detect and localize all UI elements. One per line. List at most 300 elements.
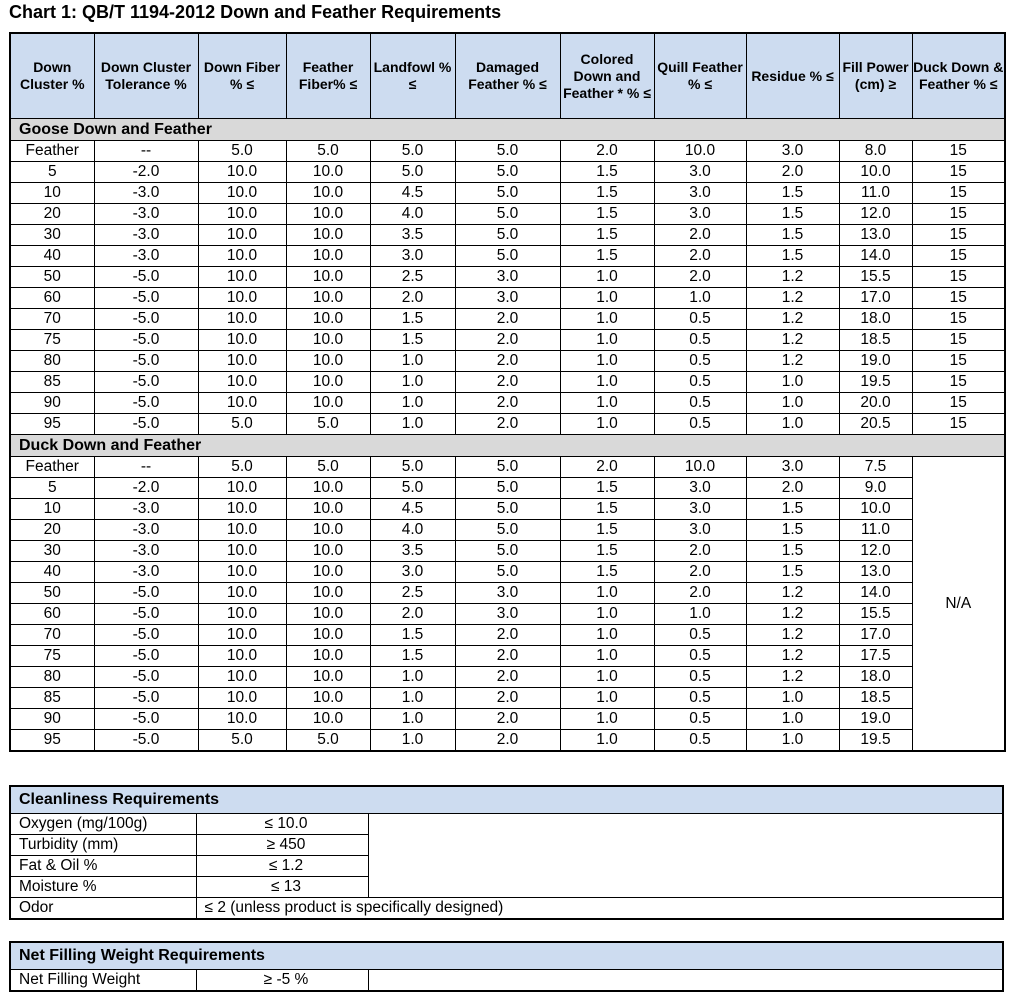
table-cell: 10.0 xyxy=(839,162,912,183)
requirement-label: Odor xyxy=(10,898,196,920)
table-cell: 10.0 xyxy=(286,246,370,267)
table-cell: -5.0 xyxy=(94,267,198,288)
table-cell: 1.0 xyxy=(560,730,654,752)
table-cell: 2.0 xyxy=(455,688,560,709)
cleanliness-row xyxy=(10,814,1003,835)
table-cell: 0.5 xyxy=(654,309,746,330)
table-cell: 1.0 xyxy=(560,330,654,351)
table-cell: 10.0 xyxy=(286,562,370,583)
table-cell: 2.0 xyxy=(455,730,560,752)
table-cell: 13.0 xyxy=(839,225,912,246)
table-cell: 0.5 xyxy=(654,330,746,351)
document-title: Chart 1: QB/T 1194-2012 Down and Feather Requirements xyxy=(9,2,502,22)
table-cell: 1.0 xyxy=(560,604,654,625)
table-cell: 2.0 xyxy=(455,667,560,688)
blank-cell xyxy=(368,856,1003,877)
table-cell: 4.0 xyxy=(370,204,455,225)
table-row xyxy=(10,393,1005,414)
column-header: Duck Down & Feather % ≤ xyxy=(912,33,1005,119)
table-cell: 2.0 xyxy=(560,141,654,162)
table-cell: 5.0 xyxy=(455,478,560,499)
table-cell: 50 xyxy=(10,267,94,288)
table-cell: 0.5 xyxy=(654,351,746,372)
table-cell: 17.0 xyxy=(839,288,912,309)
table-cell: 10.0 xyxy=(198,162,286,183)
table-cell: 11.0 xyxy=(839,520,912,541)
table-cell: 18.0 xyxy=(839,309,912,330)
table-cell: 3.0 xyxy=(370,246,455,267)
table-cell: 1.2 xyxy=(746,351,839,372)
table-cell: -2.0 xyxy=(94,478,198,499)
table-cell: 3.5 xyxy=(370,541,455,562)
table-cell: 2.0 xyxy=(455,625,560,646)
table-cell: 15 xyxy=(912,204,1005,225)
table-row xyxy=(10,204,1005,225)
table-row xyxy=(10,162,1005,183)
table-cell: 90 xyxy=(10,709,94,730)
table-cell: 20.5 xyxy=(839,414,912,435)
column-header: Residue % ≤ xyxy=(746,33,839,119)
table-cell: 1.0 xyxy=(560,625,654,646)
table-cell: 14.0 xyxy=(839,246,912,267)
table-cell: 5 xyxy=(10,162,94,183)
table-cell: 10.0 xyxy=(286,309,370,330)
table-cell: 10.0 xyxy=(198,562,286,583)
table-cell: 3.0 xyxy=(654,520,746,541)
table-cell: 5.0 xyxy=(370,162,455,183)
requirements-table xyxy=(9,32,1006,752)
blank-cell xyxy=(368,877,1003,898)
table-cell: 0.5 xyxy=(654,709,746,730)
table-cell: 10.0 xyxy=(286,204,370,225)
requirement-value xyxy=(196,856,368,877)
table-cell: 1.2 xyxy=(746,646,839,667)
table-cell: 10.0 xyxy=(286,330,370,351)
table-cell: -3.0 xyxy=(94,541,198,562)
cleanliness-table xyxy=(9,785,1004,920)
table-cell: 5.0 xyxy=(455,225,560,246)
table-cell: 1.5 xyxy=(560,204,654,225)
table-cell: 15 xyxy=(912,246,1005,267)
column-header: Quill Feather % ≤ xyxy=(654,33,746,119)
table-cell: -5.0 xyxy=(94,625,198,646)
table-cell: 2.0 xyxy=(455,709,560,730)
cleanliness-header-row xyxy=(10,786,1003,814)
table-cell: 2.5 xyxy=(370,267,455,288)
table-cell: 1.0 xyxy=(746,393,839,414)
table-cell: 2.5 xyxy=(370,583,455,604)
table-cell: 30 xyxy=(10,541,94,562)
table-cell: 2.0 xyxy=(654,583,746,604)
requirement-label: Oxygen (mg/100g) xyxy=(10,814,196,835)
table-cell: 5.0 xyxy=(198,141,286,162)
table-cell: -5.0 xyxy=(94,288,198,309)
table-cell: 1.2 xyxy=(746,309,839,330)
table-cell: 10.0 xyxy=(286,183,370,204)
net-weight-header: Net Filling Weight Requirements xyxy=(10,942,1003,970)
table-cell: 50 xyxy=(10,583,94,604)
table-cell: 1.0 xyxy=(560,646,654,667)
table-cell: 2.0 xyxy=(455,309,560,330)
table-cell: 1.5 xyxy=(746,204,839,225)
table-cell: 10.0 xyxy=(286,372,370,393)
requirement-label: Net Filling Weight xyxy=(10,970,196,992)
table-cell: 2.0 xyxy=(746,162,839,183)
table-cell: 10.0 xyxy=(286,646,370,667)
table-cell: 15 xyxy=(912,414,1005,435)
table-cell: 70 xyxy=(10,309,94,330)
table-cell: 2.0 xyxy=(455,351,560,372)
table-cell: 1.2 xyxy=(746,330,839,351)
table-cell: 18.5 xyxy=(839,330,912,351)
table-header-row xyxy=(10,33,1005,119)
table-cell: 1.0 xyxy=(370,393,455,414)
table-cell: 5.0 xyxy=(370,457,455,478)
table-cell: 0.5 xyxy=(654,646,746,667)
table-cell: 10.0 xyxy=(198,393,286,414)
table-cell: 0.5 xyxy=(654,372,746,393)
table-cell: 1.5 xyxy=(746,541,839,562)
table-cell: 15 xyxy=(912,330,1005,351)
table-row xyxy=(10,583,1005,604)
table-cell: 5.0 xyxy=(286,457,370,478)
table-cell: 15.5 xyxy=(839,604,912,625)
table-cell: 2.0 xyxy=(455,393,560,414)
table-cell: 10.0 xyxy=(198,288,286,309)
column-header: Down Cluster Tolerance % xyxy=(94,33,198,119)
table-cell: 1.0 xyxy=(370,688,455,709)
table-cell: 3.0 xyxy=(455,267,560,288)
table-cell: 10.0 xyxy=(286,583,370,604)
table-cell: 2.0 xyxy=(455,414,560,435)
net-filling-weight-table xyxy=(9,941,1004,992)
table-cell: 10.0 xyxy=(198,246,286,267)
table-cell: 2.0 xyxy=(560,457,654,478)
column-header: Down Cluster % xyxy=(10,33,94,119)
table-cell: 1.5 xyxy=(746,562,839,583)
table-cell: 19.0 xyxy=(839,351,912,372)
table-cell: 1.5 xyxy=(370,625,455,646)
requirement-value: ≤ 2 (unless product is specifically designed) xyxy=(196,898,1003,920)
table-cell: -5.0 xyxy=(94,309,198,330)
table-row xyxy=(10,520,1005,541)
table-row xyxy=(10,330,1005,351)
table-row xyxy=(10,288,1005,309)
table-cell: 1.0 xyxy=(560,351,654,372)
table-cell: -- xyxy=(94,141,198,162)
table-cell: 0.5 xyxy=(654,393,746,414)
requirement-value: ≥ -5 % xyxy=(196,970,368,992)
table-cell: 1.0 xyxy=(370,351,455,372)
table-cell: 5.0 xyxy=(198,414,286,435)
table-cell: 10.0 xyxy=(198,499,286,520)
table-row xyxy=(10,309,1005,330)
column-header: Damaged Feather % ≤ xyxy=(455,33,560,119)
table-cell: 3.0 xyxy=(654,478,746,499)
table-cell: 2.0 xyxy=(654,541,746,562)
requirement-value xyxy=(196,835,368,856)
table-cell: 95 xyxy=(10,414,94,435)
table-cell: 1.0 xyxy=(370,414,455,435)
table-cell: 5.0 xyxy=(286,730,370,752)
table-cell: 80 xyxy=(10,351,94,372)
table-cell: 1.5 xyxy=(560,562,654,583)
table-cell: 13.0 xyxy=(839,562,912,583)
table-cell: 5.0 xyxy=(455,162,560,183)
table-cell: 5.0 xyxy=(455,541,560,562)
table-cell: 1.5 xyxy=(560,246,654,267)
table-cell: 40 xyxy=(10,246,94,267)
table-cell: 18.5 xyxy=(839,688,912,709)
table-cell: 1.0 xyxy=(560,309,654,330)
table-cell: 10.0 xyxy=(286,162,370,183)
table-cell: 10.0 xyxy=(839,499,912,520)
table-cell: 1.5 xyxy=(370,309,455,330)
column-header: Feather Fiber% ≤ xyxy=(286,33,370,119)
table-cell: 1.0 xyxy=(370,709,455,730)
table-cell: 60 xyxy=(10,288,94,309)
table-cell: 85 xyxy=(10,688,94,709)
table-cell: 15 xyxy=(912,162,1005,183)
table-cell: -5.0 xyxy=(94,730,198,752)
column-header: Landfowl % ≤ xyxy=(370,33,455,119)
requirement-value-text: ≥ 450 xyxy=(266,836,306,853)
table-cell: 5.0 xyxy=(455,499,560,520)
blank-cell xyxy=(368,814,1003,835)
table-cell: 3.0 xyxy=(370,562,455,583)
table-cell: 20 xyxy=(10,204,94,225)
table-cell: 5.0 xyxy=(370,141,455,162)
table-cell: 1.0 xyxy=(560,709,654,730)
table-cell: 2.0 xyxy=(455,330,560,351)
table-cell: 15.5 xyxy=(839,267,912,288)
net-weight-header-row xyxy=(10,942,1003,970)
table-cell: 5.0 xyxy=(455,141,560,162)
table-cell: 15 xyxy=(912,372,1005,393)
table-cell: 20.0 xyxy=(839,393,912,414)
table-cell: 18.0 xyxy=(839,667,912,688)
table-cell: 1.5 xyxy=(746,520,839,541)
table-cell: 1.0 xyxy=(560,267,654,288)
table-cell: 1.0 xyxy=(560,372,654,393)
table-cell: 95 xyxy=(10,730,94,752)
table-cell: 7.5 xyxy=(839,457,912,478)
table-cell: 10.0 xyxy=(654,141,746,162)
table-cell: 10.0 xyxy=(286,688,370,709)
section-row xyxy=(10,119,1005,141)
table-cell: 5 xyxy=(10,478,94,499)
table-cell: 60 xyxy=(10,604,94,625)
table-cell: 5.0 xyxy=(370,478,455,499)
table-cell: Feather xyxy=(10,141,94,162)
table-cell: 3.0 xyxy=(455,288,560,309)
table-row xyxy=(10,541,1005,562)
table-cell: 2.0 xyxy=(370,604,455,625)
table-cell: 10.0 xyxy=(286,625,370,646)
cleanliness-header: Cleanliness Requirements xyxy=(10,786,1003,814)
table-cell: 10.0 xyxy=(286,351,370,372)
table-cell: 15 xyxy=(912,267,1005,288)
table-cell: 5.0 xyxy=(455,246,560,267)
table-cell: 0.5 xyxy=(654,688,746,709)
table-cell: 30 xyxy=(10,225,94,246)
table-cell: 0.5 xyxy=(654,414,746,435)
table-cell: 1.0 xyxy=(560,393,654,414)
table-cell: 10.0 xyxy=(286,604,370,625)
table-cell: 2.0 xyxy=(455,646,560,667)
table-cell: 8.0 xyxy=(839,141,912,162)
column-header: Colored Down and Feather * % ≤ xyxy=(560,33,654,119)
requirement-value-text: ≤ 10.0 xyxy=(264,815,308,832)
table-cell: 10.0 xyxy=(286,499,370,520)
table-cell: 3.0 xyxy=(654,162,746,183)
table-cell: 1.0 xyxy=(370,667,455,688)
table-cell: 1.5 xyxy=(746,183,839,204)
table-cell: 3.0 xyxy=(455,583,560,604)
table-cell: 10.0 xyxy=(198,688,286,709)
table-row xyxy=(10,478,1005,499)
table-row xyxy=(10,414,1005,435)
table-cell: -5.0 xyxy=(94,393,198,414)
requirement-label: Turbidity (mm) xyxy=(10,835,196,856)
table-cell: 4.0 xyxy=(370,520,455,541)
table-cell: -5.0 xyxy=(94,372,198,393)
table-cell: 5.0 xyxy=(198,457,286,478)
cleanliness-row xyxy=(10,877,1003,898)
table-cell: 5.0 xyxy=(286,414,370,435)
table-cell: 10 xyxy=(10,183,94,204)
requirement-value xyxy=(196,877,368,898)
table-cell: -- xyxy=(94,457,198,478)
table-cell: 19.5 xyxy=(839,730,912,752)
table-row xyxy=(10,604,1005,625)
table-cell: 10.0 xyxy=(198,351,286,372)
table-cell: 1.5 xyxy=(746,246,839,267)
table-cell: 0.5 xyxy=(654,730,746,752)
cleanliness-row xyxy=(10,835,1003,856)
table-cell: 10.0 xyxy=(286,541,370,562)
table-cell: 5.0 xyxy=(455,183,560,204)
table-cell: 75 xyxy=(10,330,94,351)
table-cell: 17.0 xyxy=(839,625,912,646)
table-cell: 1.2 xyxy=(746,583,839,604)
table-cell: 1.5 xyxy=(560,499,654,520)
table-cell: 3.0 xyxy=(746,457,839,478)
table-cell: -3.0 xyxy=(94,499,198,520)
blank-cell xyxy=(368,835,1003,856)
table-cell: 2.0 xyxy=(654,562,746,583)
table-cell: 10.0 xyxy=(198,309,286,330)
table-cell: 10.0 xyxy=(198,330,286,351)
table-cell: 1.0 xyxy=(560,583,654,604)
table-cell: 10.0 xyxy=(198,267,286,288)
table-cell: 70 xyxy=(10,625,94,646)
table-cell: 1.0 xyxy=(560,288,654,309)
table-cell: -5.0 xyxy=(94,330,198,351)
table-cell: 1.0 xyxy=(746,730,839,752)
table-cell: 15 xyxy=(912,393,1005,414)
table-cell: 10.0 xyxy=(198,604,286,625)
column-header: Down Fiber % ≤ xyxy=(198,33,286,119)
table-cell: 1.0 xyxy=(746,688,839,709)
table-cell: 10.0 xyxy=(286,709,370,730)
table-cell: 1.2 xyxy=(746,267,839,288)
table-cell: -5.0 xyxy=(94,583,198,604)
table-row xyxy=(10,225,1005,246)
section-label: Duck Down and Feather xyxy=(10,435,1005,457)
table-cell: 4.5 xyxy=(370,183,455,204)
table-cell: 10.0 xyxy=(286,478,370,499)
table-cell: 1.2 xyxy=(746,288,839,309)
table-cell: 15 xyxy=(912,288,1005,309)
table-cell: 19.5 xyxy=(839,372,912,393)
table-cell: 14.0 xyxy=(839,583,912,604)
table-cell: -5.0 xyxy=(94,351,198,372)
table-cell: -3.0 xyxy=(94,562,198,583)
table-cell: 1.5 xyxy=(746,225,839,246)
table-row xyxy=(10,646,1005,667)
table-body xyxy=(10,119,1005,752)
table-cell: 1.5 xyxy=(560,183,654,204)
table-cell: 1.5 xyxy=(560,225,654,246)
table-cell: 10.0 xyxy=(286,520,370,541)
table-row xyxy=(10,141,1005,162)
table-cell: 90 xyxy=(10,393,94,414)
table-cell: 10.0 xyxy=(198,520,286,541)
table-cell: -2.0 xyxy=(94,162,198,183)
table-cell: 17.5 xyxy=(839,646,912,667)
table-cell: 1.5 xyxy=(370,646,455,667)
table-cell: 1.5 xyxy=(746,499,839,520)
table-cell: 5.0 xyxy=(286,141,370,162)
table-row xyxy=(10,267,1005,288)
table-cell: -5.0 xyxy=(94,646,198,667)
requirement-value xyxy=(196,814,368,835)
table-cell: 10.0 xyxy=(198,646,286,667)
table-row xyxy=(10,562,1005,583)
table-cell: 0.5 xyxy=(654,667,746,688)
table-cell: -5.0 xyxy=(94,414,198,435)
table-cell: -3.0 xyxy=(94,225,198,246)
table-cell: -3.0 xyxy=(94,246,198,267)
table-cell: 0.5 xyxy=(654,625,746,646)
table-cell: 3.5 xyxy=(370,225,455,246)
na-cell: N/A xyxy=(912,457,1005,752)
table-cell: 15 xyxy=(912,141,1005,162)
table-cell: -3.0 xyxy=(94,204,198,225)
table-cell: 10.0 xyxy=(286,225,370,246)
table-cell: 10.0 xyxy=(286,393,370,414)
table-cell: 3.0 xyxy=(746,141,839,162)
table-cell: 1.0 xyxy=(746,414,839,435)
table-row xyxy=(10,667,1005,688)
table-cell: 5.0 xyxy=(198,730,286,752)
section-row xyxy=(10,435,1005,457)
table-cell: 10.0 xyxy=(198,625,286,646)
table-cell: -3.0 xyxy=(94,183,198,204)
table-cell: 5.0 xyxy=(455,520,560,541)
table-cell: 75 xyxy=(10,646,94,667)
table-cell: 1.5 xyxy=(560,541,654,562)
table-cell: 12.0 xyxy=(839,204,912,225)
table-cell: 1.0 xyxy=(560,414,654,435)
table-cell: -5.0 xyxy=(94,688,198,709)
table-cell: 40 xyxy=(10,562,94,583)
table-row xyxy=(10,499,1005,520)
table-cell: 1.5 xyxy=(560,520,654,541)
table-cell: 10.0 xyxy=(286,667,370,688)
table-cell: 5.0 xyxy=(455,204,560,225)
